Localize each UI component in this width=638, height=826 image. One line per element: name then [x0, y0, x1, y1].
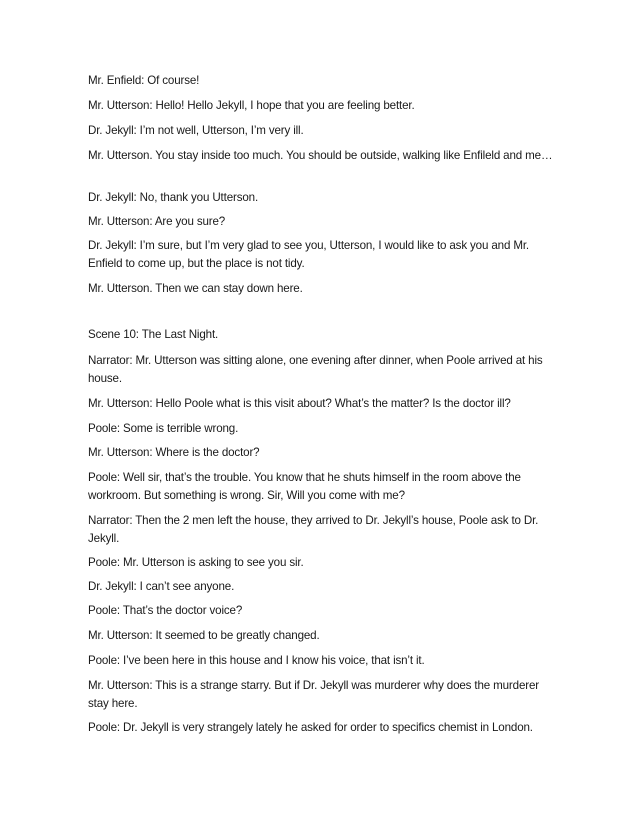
script-line: Poole: Dr. Jekyll is very strangely lately he asked for order to specifics chemist in London. [88, 721, 533, 734]
script-line: Mr. Enfield: Of course! [88, 74, 200, 87]
script-line: Mr. Utterson: It seemed to be greatly changed. [88, 629, 320, 642]
script-line: Poole: That’s the doctor voice? [88, 604, 243, 617]
script-line: Mr. Utterson. Then we can stay down here. [88, 282, 303, 295]
script-line: Poole: I’ve been here in this house and I know his voice, that isn’t it. [88, 654, 425, 667]
script-line: Dr. Jekyll: I’m sure, but I’m very glad to see you, Utterson, I would like to ask you and Mr. Enfield to come up, but the place is not tidy. [88, 239, 529, 270]
scene-heading: Scene 10: The Last Night. [88, 328, 219, 341]
script-line: Poole: Some is terrible wrong. [88, 422, 239, 435]
script-line: Mr. Utterson: Are you sure? [88, 215, 226, 228]
script-line: Mr. Utterson: Hello! Hello Jekyll, I hope that you are feeling better. [88, 99, 415, 112]
script-line: Poole: Mr. Utterson is asking to see you sir. [88, 556, 304, 569]
script-line: Dr. Jekyll: No, thank you Utterson. [88, 191, 259, 204]
script-line: Poole: Well sir, that’s the trouble. You know that he shuts himself in the room above the workroom. But something is wrong. Sir, Will you come with me? [88, 471, 521, 502]
script-line: Narrator: Mr. Utterson was sitting alone, one evening after dinner, when Poole arrived at his house. [88, 354, 543, 385]
script-line: Mr. Utterson: Hello Poole what is this visit about? What’s the matter? Is the doctor ill? [88, 397, 511, 410]
script-line: Mr. Utterson: Where is the doctor? [88, 446, 260, 459]
script-line: Mr. Utterson: This is a strange starry. But if Dr. Jekyll was murderer why does the murderer stay here. [88, 679, 539, 710]
script-line: Dr. Jekyll: I can’t see anyone. [88, 580, 235, 593]
script-line: Mr. Utterson. You stay inside too much. You should be outside, walking like Enfileld and me… [88, 149, 553, 162]
script-line: Dr. Jekyll: I’m not well, Utterson, I’m very ill. [88, 124, 304, 137]
script-line: Narrator: Then the 2 men left the house, they arrived to Dr. Jekyll’s house, Poole ask to Dr. Jekyll. [88, 514, 539, 545]
